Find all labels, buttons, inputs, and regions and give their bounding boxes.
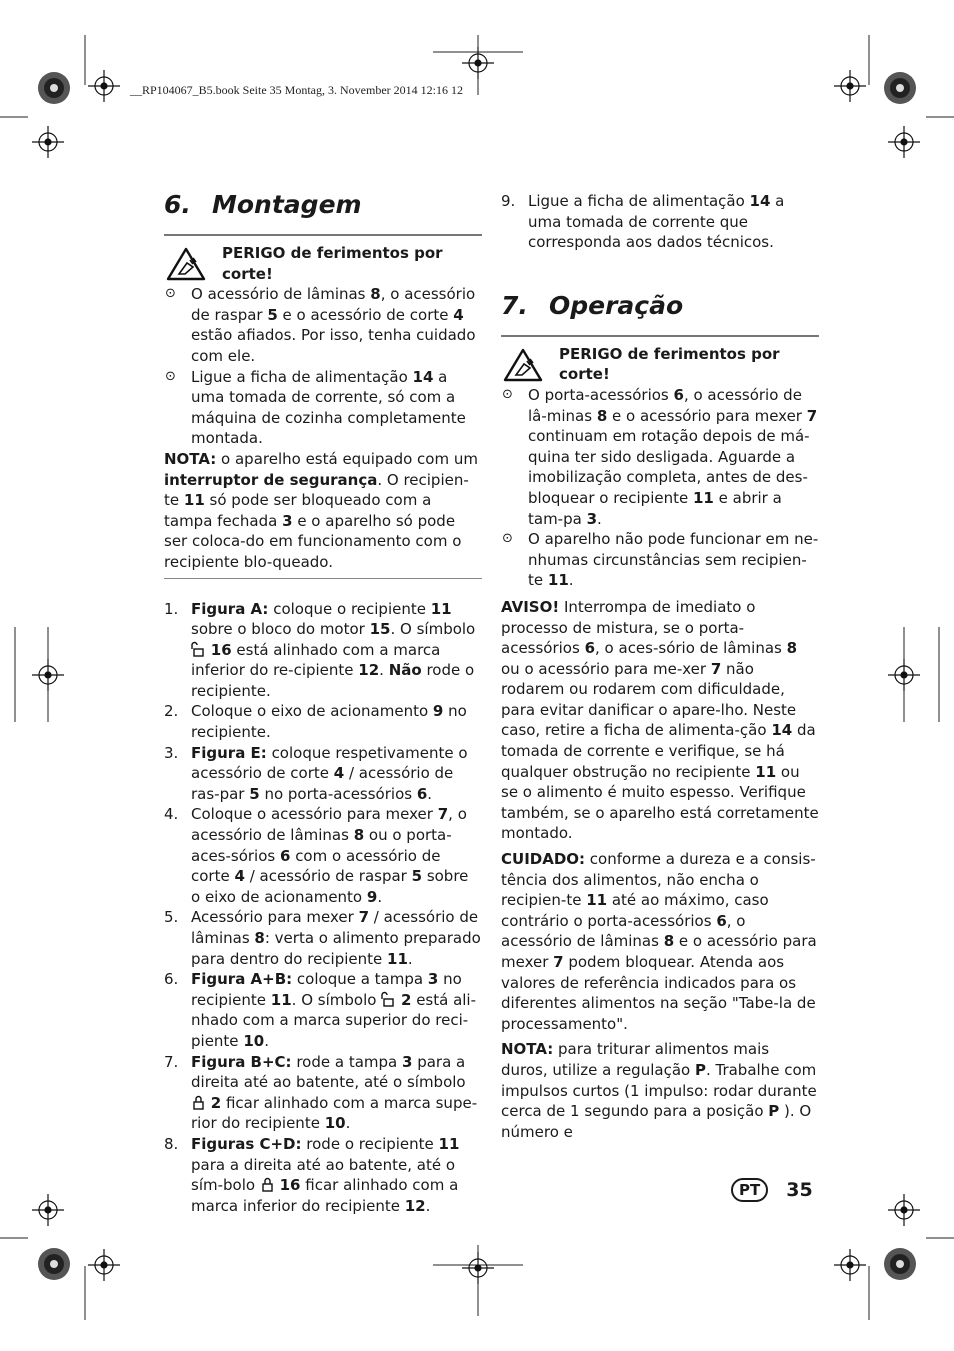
text-run: , o acessório de lâminas: [191, 805, 467, 845]
text-run: podem bloquear. Atenda aos valores de referência indicados para os diferentes alimentos na seção "Tabe-la de processamento".: [501, 953, 816, 1033]
step-number: 1.: [164, 599, 179, 618]
lock-icon: [260, 1176, 275, 1192]
text-run: ou se o alimento é muito espesso. Verifique também, se o aparelho está corretamente montado.: [501, 762, 819, 843]
section-7-paragraphs: [501, 597, 819, 1142]
text-run: .: [379, 661, 389, 680]
step-item: [501, 191, 819, 253]
text-run: , o acessório de lâminas: [501, 911, 746, 951]
section-6-steps-a: [164, 599, 482, 1217]
bold-run: 8: [663, 932, 675, 951]
bold-run: 7: [710, 659, 722, 678]
bold-run: 6: [416, 784, 428, 803]
text-run: sobre o bloco do motor: [191, 620, 370, 639]
bold-run: NOTA:: [164, 449, 217, 468]
text-run: rode a tampa: [291, 1052, 402, 1071]
text-run: está alinhado com a marca inferior do re-cipiente: [191, 640, 441, 680]
bold-run: 11: [692, 488, 714, 507]
text-run: com o acessório de corte: [191, 846, 441, 886]
bold-run: 9: [366, 887, 378, 906]
section-7-warning-title: PERIGO de ferimentos por corte!: [559, 344, 780, 384]
bold-run: interruptor de segurança: [164, 470, 378, 489]
section-7-number: 7.: [501, 290, 528, 320]
text-run: ). O número e: [501, 1102, 812, 1141]
text-run: a uma tomada de corrente que corresponda aos dados técnicos.: [528, 192, 785, 252]
text-run: O porta-acessórios: [528, 385, 674, 404]
bullet-item: [501, 385, 819, 529]
text-run: . O recipien-te: [164, 470, 469, 510]
text-run: / acessório de lâminas: [191, 908, 479, 947]
text-run: só pode ser bloqueado com a tampa fechada: [164, 491, 432, 530]
bold-run: 9: [432, 702, 444, 721]
bold-run: 12: [358, 661, 380, 680]
text-run: . O símbolo: [390, 620, 476, 639]
bold-run: 6: [673, 385, 684, 404]
step-item: [164, 743, 482, 805]
bold-run: 14: [771, 721, 793, 740]
section-7-heading: [501, 291, 819, 321]
bold-run: CUIDADO:: [501, 850, 586, 869]
bold-run: 11: [438, 1134, 460, 1153]
section-6-bullets: [164, 284, 482, 449]
bold-run: 6: [584, 639, 596, 658]
paragraph: [501, 849, 819, 1034]
text-run: e o aparelho só pode ser coloca-do em funcionamento com o recipiente blo-queado.: [164, 511, 462, 571]
bold-run: Figura B+C:: [191, 1052, 292, 1071]
text-run: para a direita até ao batente, até o sím-bolo: [191, 1155, 455, 1195]
bold-run: 11: [547, 571, 569, 590]
step-number: 2.: [164, 702, 179, 721]
text-run: no porta-acessórios: [259, 784, 417, 803]
text-run: . Trabalhe com impulsos curtos (1 impulso: rodar durante cerca de 1 segundo para a posição: [501, 1060, 817, 1121]
bold-run: Figura A:: [191, 599, 269, 618]
text-run: no recipiente.: [191, 702, 467, 742]
step-item: [164, 701, 482, 742]
bold-run: 15: [369, 620, 391, 639]
text-run: e o acessório para mexer: [501, 932, 817, 971]
text-run: ficar alinhado com a marca supe-rior do recipiente: [191, 1093, 478, 1133]
bold-run: 5: [267, 305, 278, 324]
bold-run: 10: [324, 1114, 346, 1133]
bold-run: NOTA:: [501, 1040, 554, 1059]
bold-run: 7: [358, 908, 369, 927]
bold-run: 16: [210, 640, 232, 659]
step-number: 9.: [501, 192, 516, 210]
bold-run: 7: [437, 805, 449, 824]
bold-run: 7: [806, 406, 818, 425]
step-item: [164, 804, 482, 907]
bold-run: 8: [786, 639, 798, 658]
section-7-warning: [501, 344, 819, 385]
bold-run: 11: [430, 599, 452, 618]
text-run: Coloque o eixo de acionamento: [191, 702, 433, 721]
bullet-item: [501, 529, 819, 591]
section-7-bullets: [501, 385, 819, 591]
text-run: estão afiados. Por isso, tenha cuidado com ele.: [191, 326, 476, 365]
text-run: e abrir a tam-pa: [528, 488, 782, 528]
text-run: o aparelho está equipado com um: [216, 449, 478, 468]
bold-run: 3: [586, 509, 598, 528]
text-run: até ao máximo, caso contrário o porta-acessórios: [501, 891, 769, 930]
bold-run: Figura A+B:: [191, 970, 293, 989]
bold-run: Não: [388, 661, 422, 680]
step-item: [164, 969, 482, 1051]
text-run: conforme a dureza e a consis-tência dos alimentos, não encha o recipien-te: [501, 850, 816, 910]
text-run: / acessório de ras-par: [191, 764, 454, 803]
step-item: [164, 1134, 482, 1216]
language-badge: PT: [731, 1178, 768, 1202]
text-run: continuam em rotação depois de má-quina ter sido desligada. Aguarde a imobilização completa, antes de des-bloquear o recipiente: [528, 427, 810, 507]
page-footer: [731, 1178, 813, 1202]
step-number: 5.: [164, 908, 179, 927]
section-6-number: 6.: [164, 190, 191, 219]
bold-run: 6: [279, 846, 291, 865]
bold-run: P: [694, 1060, 706, 1079]
bold-run: 8: [353, 826, 365, 845]
right-column: [501, 191, 819, 1147]
text-run: .: [597, 509, 602, 528]
bullet-item: [164, 367, 482, 449]
step-item: [164, 907, 482, 969]
bold-run: 4: [234, 867, 245, 886]
step-number: 3.: [164, 743, 179, 762]
step-number: 7.: [164, 1052, 179, 1071]
section-6-warning: [164, 243, 482, 284]
text-run: no recipiente: [191, 970, 462, 1009]
step-item: [164, 599, 482, 702]
left-column: [164, 190, 482, 1216]
unlock-icon: [191, 641, 206, 657]
bullet-marker-icon: ⊙: [502, 531, 513, 547]
paragraph: [501, 597, 819, 844]
text-run: .: [425, 1196, 431, 1215]
text-run: coloque a tampa: [292, 970, 428, 989]
text-run: .: [568, 571, 574, 590]
text-run: , o acessório de raspar: [191, 285, 476, 324]
text-run: .: [264, 1031, 269, 1050]
text-run: Acessório para mexer: [191, 908, 359, 927]
bold-run: 4: [333, 764, 345, 783]
text-run: Coloque o acessório para mexer: [191, 805, 438, 824]
text-run: está ali-nhado com a marca superior do reci-piente: [191, 990, 477, 1050]
text-run: rode o recipiente: [301, 1134, 439, 1153]
text-run: coloque respetivamente o acessório de corte: [191, 743, 468, 783]
bold-run: 2: [400, 990, 412, 1009]
lock-icon: [191, 1094, 206, 1110]
text-run: ou o porta-aces-sórios: [191, 826, 452, 865]
step-item: [164, 1052, 482, 1134]
bold-run: 3: [402, 1052, 413, 1071]
text-run: sobre o eixo de acionamento: [191, 867, 469, 906]
text-run: O aparelho não pode funcionar em ne-nhumas circunstâncias sem recipien-te: [528, 530, 819, 590]
section-6-title: Montagem: [212, 190, 362, 219]
text-run: / acessório de raspar: [244, 867, 412, 886]
step-number: 8.: [164, 1134, 179, 1153]
bold-run: 12: [404, 1196, 426, 1215]
text-run: a uma tomada de corrente, só com a máquina de cozinha completamente montada.: [191, 367, 466, 448]
text-run: .: [427, 784, 433, 803]
section-6-steps-b: [501, 191, 819, 253]
bold-run: 5: [411, 867, 423, 886]
bold-run: 7: [553, 953, 564, 971]
page-number: 35: [786, 1179, 813, 1201]
bold-run: 8: [596, 406, 608, 425]
paragraph: [501, 1039, 819, 1142]
bold-run: 10: [243, 1031, 265, 1050]
bullet-item: [164, 284, 482, 366]
bold-run: 14: [412, 367, 434, 386]
text-run: Interrompa de imediato o processo de mistura, se o porta-acessórios: [501, 597, 756, 658]
bold-run: 6: [716, 911, 727, 930]
unlock-icon: [381, 991, 396, 1007]
text-run: ou o acessório para me-xer: [501, 659, 711, 678]
section-6-heading: [164, 190, 482, 220]
section-6-note: [164, 449, 482, 573]
text-run: , o aces-sório de lâminas: [595, 639, 787, 658]
text-run: : verta o alimento preparado para dentro do recipiente: [191, 929, 481, 968]
bold-run: 14: [749, 192, 771, 210]
bold-run: Figura E:: [191, 743, 267, 762]
bold-run: 11: [586, 891, 608, 910]
bold-run: AVISO!: [501, 597, 560, 616]
cut-hazard-warning-icon: [166, 247, 206, 281]
text-run: .: [377, 887, 383, 906]
cut-hazard-warning-icon: [503, 348, 543, 382]
bold-run: 16: [279, 1176, 301, 1195]
bold-run: 3: [282, 511, 293, 530]
bold-run: 11: [270, 990, 292, 1009]
text-run: Ligue a ficha de alimentação: [191, 367, 413, 386]
text-run: para a direita até ao batente, até o símbolo: [191, 1052, 466, 1092]
bullet-marker-icon: ⊙: [502, 386, 513, 402]
bold-run: 3: [427, 970, 439, 989]
step-number: 6.: [164, 970, 179, 989]
bold-run: Figuras C+D:: [191, 1134, 302, 1153]
bold-run: P: [768, 1102, 780, 1121]
text-run: não rodarem ou rodarem com dificuldade, para evitar danificar o apare-lho. Neste caso, retire a ficha de alimenta-ção: [501, 659, 797, 740]
bold-run: 11: [755, 762, 777, 781]
text-run: e o acessório para mexer: [607, 406, 807, 425]
bold-run: 11: [183, 491, 205, 510]
bold-run: 2: [210, 1093, 222, 1112]
section-7-title: Operação: [549, 290, 684, 320]
print-file-header: __RP104067_B5.book Seite 35 Montag, 3. November 2014 12:16 12: [130, 83, 463, 97]
text-run: , o acessório de lâ-minas: [528, 385, 802, 425]
text-run: . O símbolo: [291, 990, 382, 1009]
bold-run: 5: [249, 784, 260, 803]
bold-run: 11: [387, 949, 408, 968]
text-run: O acessório de lâminas: [191, 285, 371, 304]
bullet-marker-icon: ⊙: [165, 368, 176, 384]
text-run: coloque o recipiente: [268, 599, 431, 618]
bold-run: 8: [370, 285, 381, 304]
text-run: ficar alinhado com a marca inferior do recipiente: [191, 1176, 459, 1215]
bold-run: 4: [453, 305, 464, 324]
text-run: para triturar alimentos mais duros, utilize a regulação: [501, 1040, 770, 1079]
bold-run: 8: [254, 929, 265, 947]
section-6-warning-title: PERIGO de ferimentos por corte!: [222, 244, 443, 283]
bullet-marker-icon: ⊙: [165, 286, 176, 302]
text-run: rode o recipiente.: [191, 661, 475, 700]
text-run: da tomada de corrente e verifique, se há qualquer obstrução no recipiente: [501, 721, 816, 781]
text-run: .: [407, 949, 413, 968]
text-run: Ligue a ficha de alimentação: [528, 192, 750, 210]
text-run: e o acessório de corte: [277, 305, 454, 324]
text-run: .: [345, 1114, 351, 1133]
step-number: 4.: [164, 805, 179, 824]
